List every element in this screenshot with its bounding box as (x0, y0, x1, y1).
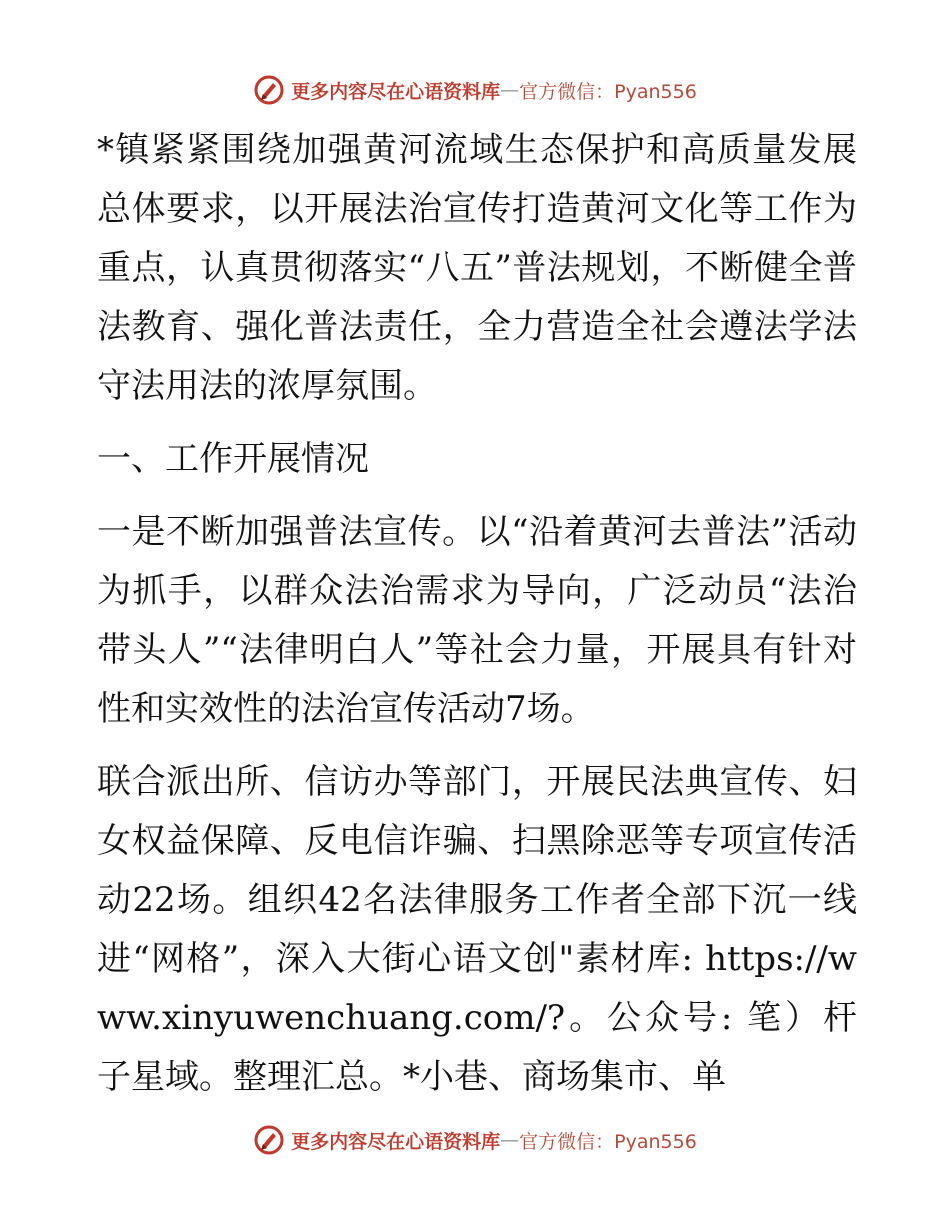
document-body (97, 121, 857, 1107)
watermark-header (0, 70, 950, 110)
watermark-separator: — (500, 1129, 520, 1151)
section-heading: 一、工作开展情况 (97, 439, 369, 479)
watermark-contact-text: 官方微信：Pyan556 (519, 1130, 697, 1153)
watermark-main-text: 更多内容尽在心语资料库 (291, 80, 501, 103)
watermark-main-text: 更多内容尽在心语资料库 (291, 1130, 501, 1153)
watermark-separator: — (500, 79, 520, 101)
watermark-contact-text: 官方微信：Pyan556 (519, 80, 697, 103)
paragraph-legal-publicity: 一是不断加强普法宣传。以“沿着黄河去普法”活动为抓手，以群众法治需求为导向，广泛动员“法治带头人”“法律明白人”等社会力量，开展具有针对性和实效性的法治宣传活动7场。 (97, 512, 857, 729)
watermark-footer (0, 1120, 950, 1160)
brand-logo-icon (253, 1124, 285, 1156)
paragraph-intro: *镇紧紧围绕加强黄河流域生态保护和高质量发展总体要求，以开展法治宣传打造黄河文化等工作为重点，认真贯彻落实“八五”普法规划，不断健全普法教育、强化普法责任，全力营造全社会遵法学法守法用法的浓厚氛围。 (97, 130, 857, 406)
paragraph-joint-activities: 联合派出所、信访办等部门，开展民法典宣传、妇女权益保障、反电信诈骗、扫黑除恶等专项宣传活动22场。组织42名法律服务工作者全部下沉一线进“网格”，深入大街心语文创"素材库: https://www.xinyuwenchuang.com/?。公众号: 笔）杆子星域。整理汇总。*小巷、商场集市、单 (97, 762, 857, 1097)
brand-logo-icon (253, 74, 285, 106)
